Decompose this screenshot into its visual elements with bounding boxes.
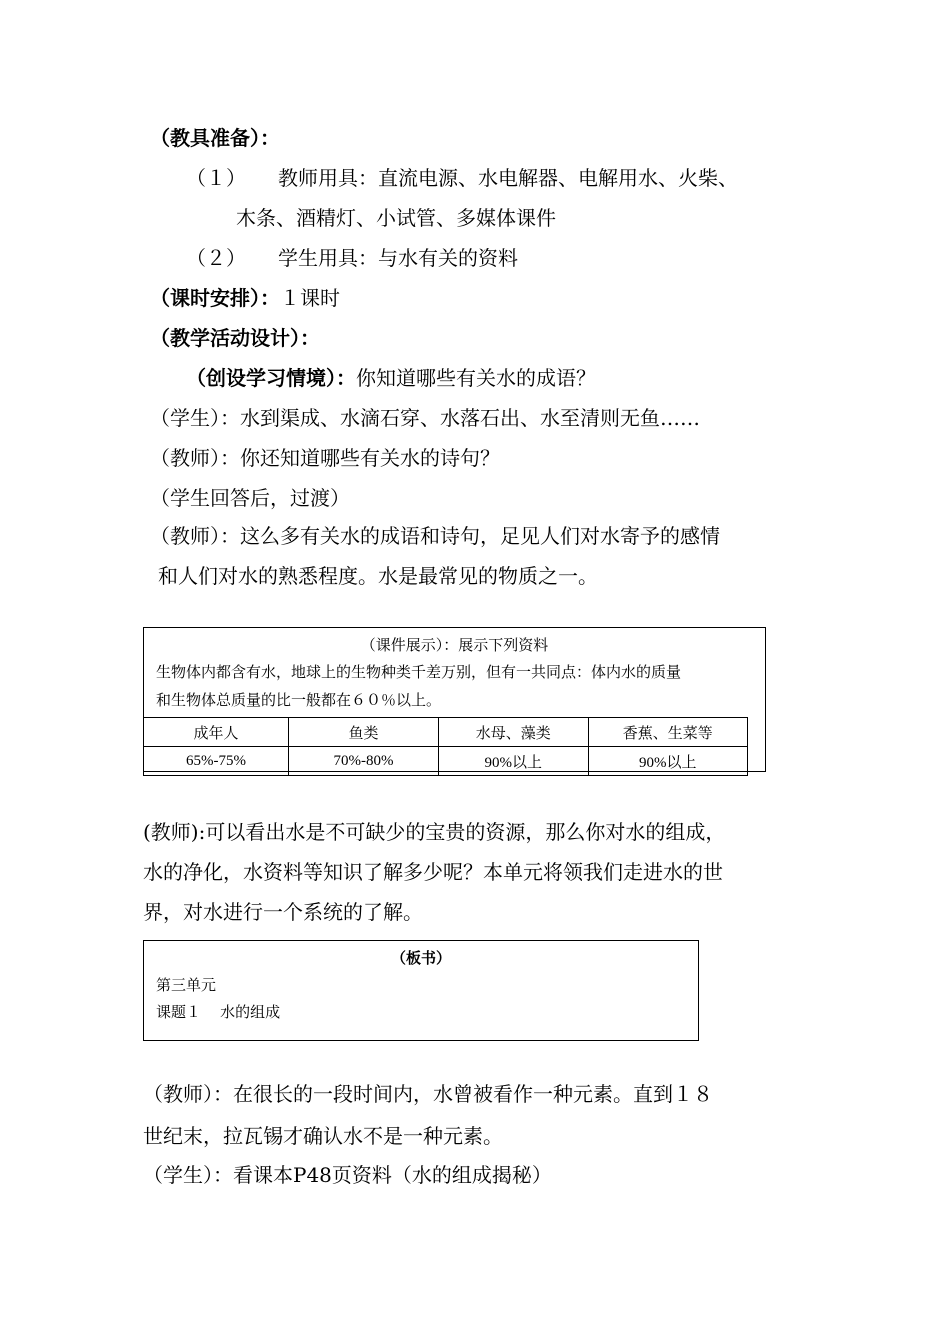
situation-line — [186, 364, 596, 392]
situation-text: 你知道哪些有关水的成语？ — [356, 366, 596, 390]
courseware-box — [143, 627, 766, 772]
board-box — [143, 940, 699, 1041]
table-cell: 90%以上 — [438, 747, 588, 776]
board-line-1: 第三单元 — [156, 976, 217, 994]
table-header-cell: 鱼类 — [289, 718, 439, 747]
teacher-para-c: 界，对水进行一个系统的了解。 — [143, 900, 423, 924]
table-header-cell: 成年人 — [144, 718, 289, 747]
closing-line-b: 世纪末，拉瓦锡才确认水不是一种元素。 — [143, 1124, 503, 1148]
dialogue-line-1: （学生）：水到渠成、水滴石穿、水落石出、水至清则无鱼…… — [150, 406, 700, 430]
table-header-row — [144, 718, 748, 747]
tools-2-number: （２） — [186, 246, 246, 270]
teacher-para-b: 水的净化，水资料等知识了解多少呢？本单元将领我们走进水的世 — [143, 860, 723, 884]
tools-1-number: （１） — [186, 166, 246, 190]
schedule-line — [150, 284, 340, 312]
courseware-text-1: 生物体内都含有水，地球上的生物种类千差万别，但有一共同点：体内水的质量 — [156, 663, 682, 681]
table-header-cell: 香蕉、生菜等 — [588, 718, 747, 747]
activity-heading: （教学活动设计）： — [150, 326, 320, 350]
teacher-para-a: (教师):可以看出水是不可缺少的宝贵的资源，那么你对水的组成， — [143, 820, 726, 844]
dialogue-line-2: （教师）：你还知道哪些有关水的诗句？ — [150, 446, 500, 470]
table-cell: 90%以上 — [588, 747, 747, 776]
tools-heading: （教具准备）： — [150, 126, 280, 150]
schedule-value: １课时 — [280, 286, 340, 310]
board-caption: （板书） — [390, 949, 451, 967]
closing-line-c: （学生）：看课本P48页资料（水的组成揭秘） — [143, 1163, 552, 1187]
courseware-text-2: 和生物体总质量的比一般都在６０％以上。 — [156, 691, 442, 709]
dialogue-line-3: （学生回答后，过渡） — [150, 486, 350, 510]
dialogue-line-4b: 和人们对水的熟悉程度。水是最常见的物质之一。 — [158, 564, 598, 588]
tools-1-text-a: 教师用具：直流电源、水电解器、电解用水、火柴、 — [278, 166, 738, 190]
closing-line-a: （教师）：在很长的一段时间内，水曾被看作一种元素。直到１８ — [143, 1082, 713, 1106]
tools-2-text: 学生用具：与水有关的资料 — [278, 246, 518, 270]
table-cell: 65%-75% — [144, 747, 289, 776]
courseware-caption: （课件展示）：展示下列资料 — [360, 636, 549, 654]
tools-1-text-b: 木条、酒精灯、小试管、多媒体课件 — [236, 206, 556, 230]
table-header-cell: 水母、藻类 — [438, 718, 588, 747]
schedule-heading: （课时安排）： — [150, 286, 280, 310]
water-content-table — [143, 717, 748, 776]
situation-heading: （创设学习情境）： — [186, 366, 356, 390]
dialogue-line-4a: （教师）：这么多有关水的成语和诗句，足见人们对水寄予的感情 — [150, 524, 720, 548]
table-cell: 70%-80% — [289, 747, 439, 776]
table-row — [144, 747, 748, 776]
board-line-2: 课题１ 水的组成 — [156, 1003, 281, 1021]
